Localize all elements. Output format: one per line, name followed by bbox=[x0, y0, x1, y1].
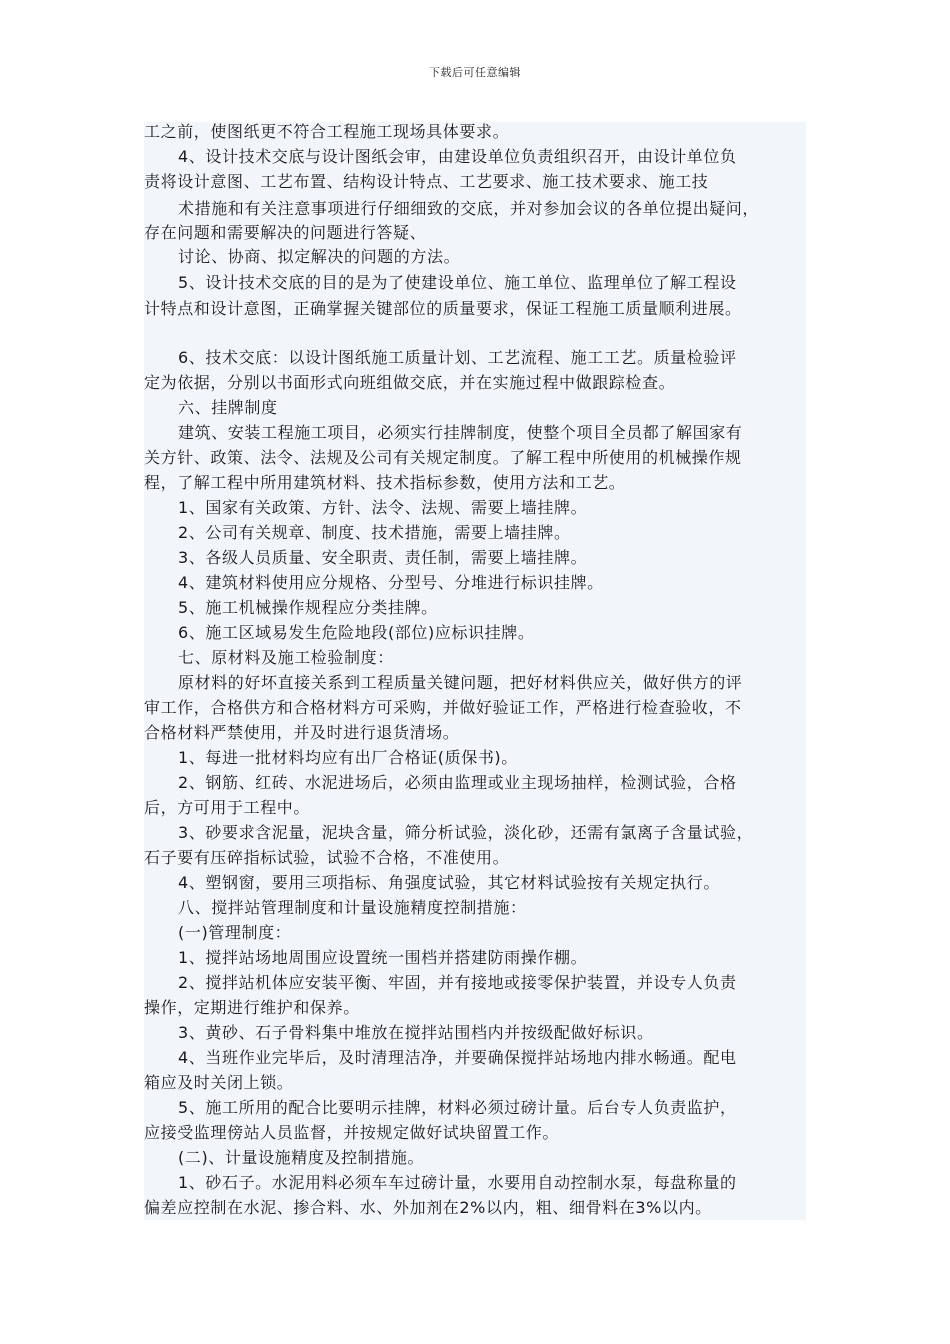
text-line: 合格材料严禁使用，并及时进行退货清场。 bbox=[144, 723, 460, 742]
text-line: 箱应及时关闭上锁。 bbox=[144, 1073, 294, 1092]
text-line: 3、黄砂、石子骨料集中堆放在搅拌站围档内并按级配做好标识。 bbox=[178, 1023, 654, 1042]
text-line: 4、当班作业完毕后，及时清理洁净，并要确保搅拌站场地内排水畅通。配电 bbox=[178, 1048, 737, 1067]
text-line: 原材料的好坏直接关系到工程质量关键问题，把好材料供应关，做好供方的评 bbox=[178, 673, 743, 692]
text-line: 责将设计意图、工艺布置、结构设计特点、工艺要求、施工技术要求、施工技 bbox=[144, 172, 709, 191]
text-line: 石子要有压碎指标试验，试验不合格，不准使用。 bbox=[144, 848, 510, 867]
text-line: 1、砂石子。水泥用料必须车车过磅计量，水要用自动控制水泵，每盘称量的 bbox=[178, 1173, 737, 1192]
text-line: 偏差应控制在水泥、掺合料、水、外加剂在2%以内，粗、细骨料在3%以内。 bbox=[144, 1198, 712, 1217]
text-line: 审工作，合格供方和合格材料方可采购，并做好验证工作，严格进行检查验收，不 bbox=[144, 698, 742, 717]
text-line: 定为依据，分别以书面形式向班组做交底，并在实施过程中做跟踪检查。 bbox=[144, 373, 676, 392]
text-line: 操作，定期进行维护和保养。 bbox=[144, 998, 360, 1017]
text-line: 3、各级人员质量、安全职责、责任制，需要上墙挂牌。 bbox=[178, 548, 588, 567]
text-line: 3、砂要求含泥量，泥块含量，筛分析试验，淡化砂，还需有氯离子含量试验， bbox=[178, 823, 754, 842]
text-line: 2、钢筋、红砖、水泥进场后，必须由监理或业主现场抽样，检测试验，合格 bbox=[178, 773, 737, 792]
text-line: 工之前，使图纸更不符合工程施工现场具体要求。 bbox=[144, 122, 510, 141]
text-line: 存在问题和需要解决的问题进行答疑、 bbox=[144, 223, 427, 242]
text-line: 4、建筑材料使用应分规格、分型号、分堆进行标识挂牌。 bbox=[178, 573, 604, 592]
text-line: 2、搅拌站机体应安装平衡、牢固，并有接地或接零保护装置，并设专人负责 bbox=[178, 973, 737, 992]
text-line: 5、施工所用的配合比要明示挂牌，材料必须过磅计量。后台专人负责监护， bbox=[178, 1098, 737, 1117]
text-line: 讨论、协商、拟定解决的问题的方法。 bbox=[178, 247, 461, 266]
text-line: 关方针、政策、法令、法规及公司有关规定制度。了解工程中所使用的机械操作规 bbox=[144, 448, 742, 467]
text-line: 6、施工区域易发生危险地段(部位)应标识挂牌。 bbox=[178, 623, 535, 642]
text-line: (二)、计量设施精度及控制措施。 bbox=[178, 1148, 425, 1167]
text-line: 5、设计技术交底的目的是为了使建设单位、施工单位、监理单位了解工程设 bbox=[178, 273, 737, 292]
text-line: 八、搅拌站管理制度和计量设施精度控制措施： bbox=[178, 898, 527, 917]
text-line: 4、设计技术交底与设计图纸会审，由建设单位负责组织召开，由设计单位负 bbox=[178, 147, 737, 166]
text-line: 程，了解工程中所用建筑材料、技术指标参数，使用方法和工艺。 bbox=[144, 473, 626, 492]
text-line: 术措施和有关注意事项进行仔细细致的交底，并对参加会议的各单位提出疑问， bbox=[178, 199, 760, 218]
text-line: 后，方可用于工程中。 bbox=[144, 798, 311, 817]
text-line: 建筑、安装工程施工项目，必须实行挂牌制度，使整个项目全员都了解国家有 bbox=[178, 423, 743, 442]
text-line: 1、搅拌站场地周围应设置统一围档并搭建防雨操作棚。 bbox=[178, 948, 588, 967]
text-line: 6、技术交底：以设计图纸施工质量计划、工艺流程、施工工艺。质量检验评 bbox=[178, 348, 737, 367]
text-line: (一)管理制度： bbox=[178, 923, 292, 942]
document-body bbox=[144, 122, 806, 1220]
text-line: 1、每进一批材料均应有出厂合格证(质保书)。 bbox=[178, 748, 518, 767]
text-line: 4、塑钢窗，要用三项指标、角强度试验，其它材料试验按有关规定执行。 bbox=[178, 873, 720, 892]
text-line: 七、原材料及施工检验制度： bbox=[178, 648, 394, 667]
text-line: 5、施工机械操作规程应分类挂牌。 bbox=[178, 598, 438, 617]
text-line: 1、国家有关政策、方针、法令、法规、需要上墙挂牌。 bbox=[178, 498, 588, 517]
page-header: 下载后可任意编辑 bbox=[429, 66, 521, 79]
text-line: 应接受监理傍站人员监督，并按规定做好试块留置工作。 bbox=[144, 1123, 560, 1142]
text-line: 六、挂牌制度 bbox=[178, 398, 278, 417]
text-line: 计特点和设计意图，正确掌握关键部位的质量要求，保证工程施工质量顺利进展。 bbox=[144, 299, 742, 318]
text-line: 2、公司有关规章、制度、技术措施，需要上墙挂牌。 bbox=[178, 523, 571, 542]
